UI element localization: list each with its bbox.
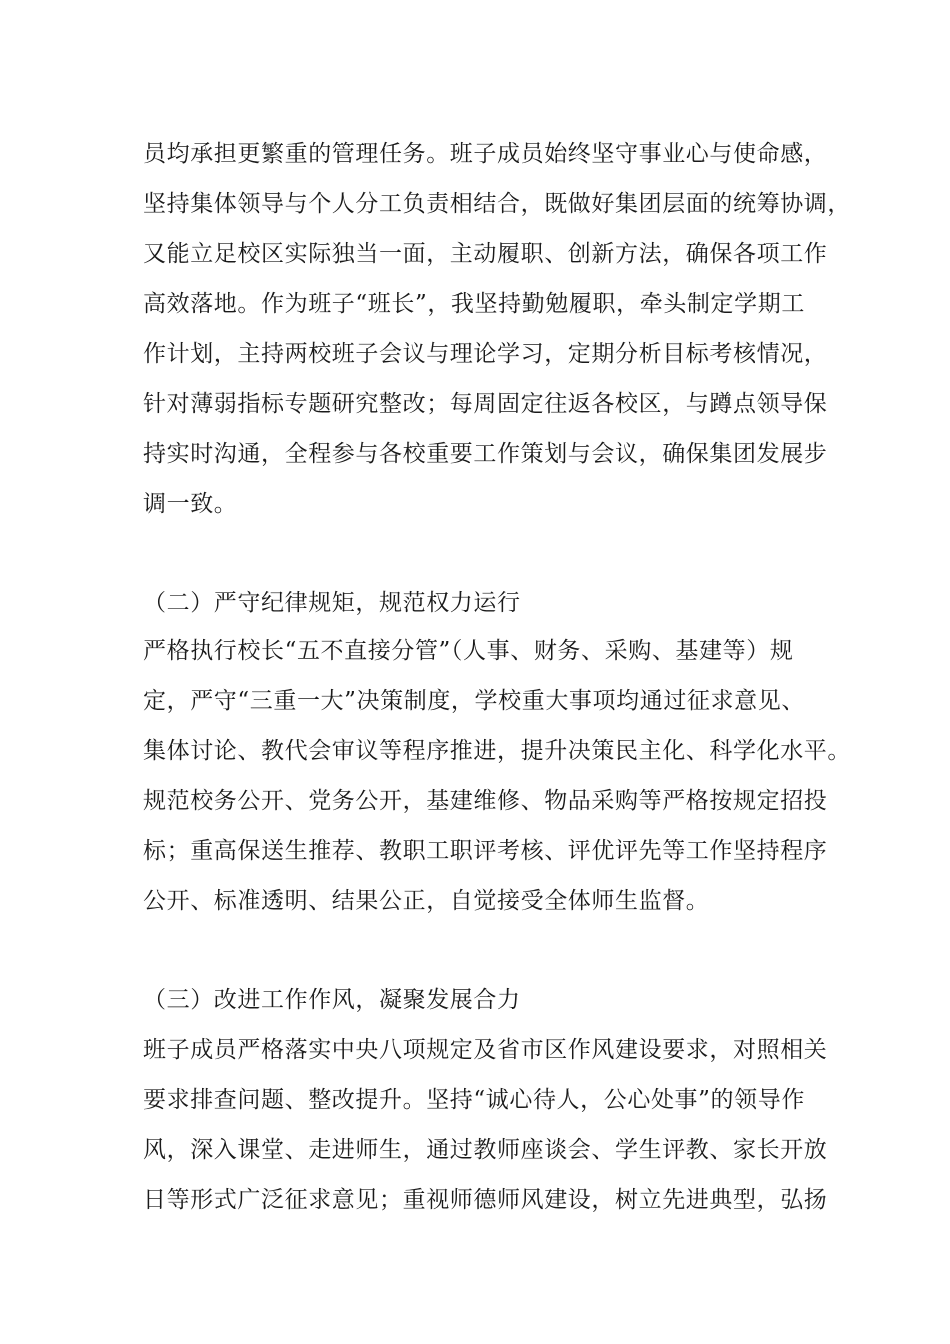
section-heading-2: （二）严守纪律规矩，规范权力运行 <box>143 590 521 616</box>
paragraph-line: 作计划，主持两校班子会议与理论学习，定期分析目标考核情况， <box>143 341 828 367</box>
paragraph-line: 日等形式广泛征求意见；重视师德师风建设，树立先进典型，弘扬 <box>143 1187 828 1213</box>
paragraph-line: 严格执行校长“五不直接分管”（人事、财务、采购、基建等）规 <box>143 638 794 664</box>
paragraph-line: 坚持集体领导与个人分工负责相结合，既做好集团层面的统筹协调， <box>143 191 851 217</box>
paragraph-line: 集体讨论、教代会审议等程序推进，提升决策民主化、科学化水平。 <box>143 738 851 764</box>
paragraph-line: 标；重高保送生推荐、教职工职评考核、评优评先等工作坚持程序 <box>143 838 828 864</box>
paragraph-line: 又能立足校区实际独当一面，主动履职、创新方法，确保各项工作 <box>143 241 828 267</box>
paragraph-line: 调一致。 <box>143 491 238 517</box>
paragraph-line: 定，严守“三重一大”决策制度，学校重大事项均通过征求意见、 <box>143 688 805 714</box>
section-heading-3: （三）改进工作作风，凝聚发展合力 <box>143 987 521 1013</box>
paragraph-line: 班子成员严格落实中央八项规定及省市区作风建设要求，对照相关 <box>143 1037 828 1063</box>
paragraph-line: 规范校务公开、党务公开，基建维修、物品采购等严格按规定招投 <box>143 788 828 814</box>
paragraph-line: 持实时沟通，全程参与各校重要工作策划与会议，确保集团发展步 <box>143 441 828 467</box>
paragraph-line: 公开、标准透明、结果公正，自觉接受全体师生监督。 <box>143 888 710 914</box>
paragraph-line: 高效落地。作为班子“班长”，我坚持勤勉履职，牵头制定学期工 <box>143 291 805 317</box>
paragraph-line: 要求排查问题、整改提升。坚持“诚心待人，公心处事”的领导作 <box>143 1087 805 1113</box>
paragraph-line: 风，深入课堂、走进师生，通过教师座谈会、学生评教、家长开放 <box>143 1137 828 1163</box>
paragraph-line: 针对薄弱指标专题研究整改；每周固定往返各校区，与蹲点领导保 <box>143 391 828 417</box>
paragraph-line: 员均承担更繁重的管理任务。班子成员始终坚守事业心与使命感， <box>143 141 828 167</box>
